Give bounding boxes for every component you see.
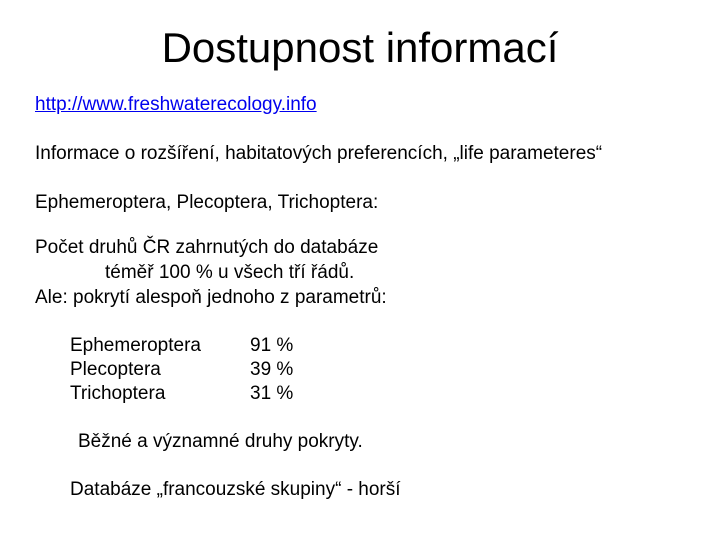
species-coverage-text: téměř 100 % u všech tří řádů. [105, 262, 355, 283]
parameter-coverage-text: Ale: pokrytí alespoň jednoho z parametrů: [35, 287, 387, 308]
website-link[interactable]: http://www.freshwaterecology.info [35, 94, 317, 115]
coverage-row-name: Plecoptera [70, 359, 161, 380]
orders-text: Ephemeroptera, Plecoptera, Trichoptera: [35, 192, 379, 213]
coverage-row-value: 91 % [250, 335, 294, 356]
coverage-row-value: 39 % [250, 359, 294, 380]
common-species-text: Běžné a významné druhy pokryty. [78, 431, 363, 452]
coverage-row-value: 31 % [250, 383, 294, 404]
database-note-text: Databáze „francouzské skupiny“ - horší [70, 479, 401, 500]
info-text: Informace o rozšíření, habitatových preferencích, „life parameteres“ [35, 143, 603, 164]
coverage-row-name: Ephemeroptera [70, 335, 201, 356]
page-title: Dostupnost informací [161, 24, 559, 71]
species-count-text: Počet druhů ČR zahrnutých do databáze [35, 237, 379, 258]
coverage-row-name: Trichoptera [70, 383, 166, 404]
